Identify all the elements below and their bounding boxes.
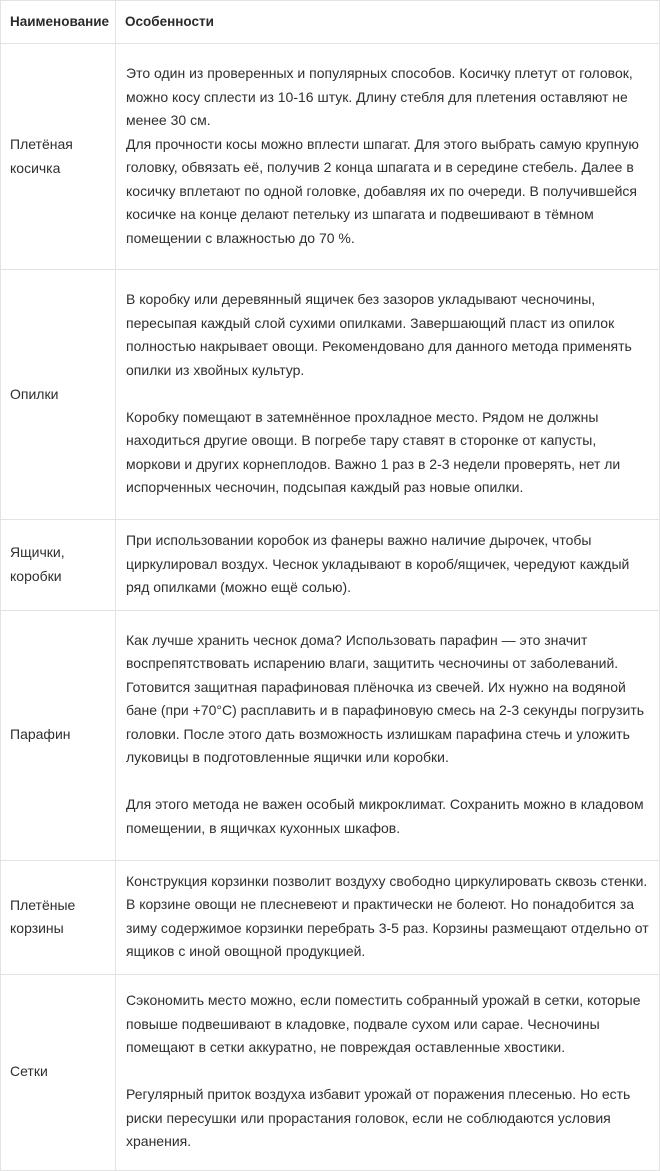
description-paragraph: В коробку или деревянный ящичек без зазоров укладывают чесночины, пересыпая каждый слой сухими опилками. Завершающий пласт из опилок полностью накрывает овощи. Рекомендовано для данного метода применять опилки из хвойных культур. xyxy=(126,291,632,378)
description-paragraph: Для прочности косы можно вплести шпагат. Для этого выбрать самую крупную головку, обвязать её, получив 2 конца шпагата и в середине стебель. Далее в косичку вплетают по одной головке, добавляя их по очереди. В получившейся косичке на конце делают петельку из шпагата и подвешивают в тёмном помещении с влажностью до 70 %. xyxy=(126,135,639,246)
description-paragraph: При использовании коробок из фанеры важно наличие дырочек, чтобы циркулировал воздух. Чеснок укладывают в короб/ящичек, чередуют каждый ряд опилками (можно ещё солью). xyxy=(126,532,630,595)
method-description xyxy=(116,44,660,270)
description-paragraph: Как лучше хранить чеснок дома? Использовать парафин — это значит воспрепятствовать испарению влаги, защитить чесночины от заболеваний. Готовится защитная парафиновая плёночка из свечей. Их нужно на водяной бане (при +70°C) расплавить и в парафиновую смесь на 2-3 секунды погрузить головки. После этого дать возможность излишкам парафина стечь и уложить луковицы в подготовленные ящички или коробки. xyxy=(126,631,645,766)
table-row xyxy=(1,610,660,860)
method-name: Плетёная косичка xyxy=(1,44,116,270)
description-paragraph: Коробку помещают в затемнённое прохладное место. Рядом не должны находиться другие овощи. В погребе тару ставят в сторонке от капусты, моркови и других корнеплодов. Важно 1 раз в 2-3 недели проверять, нет ли испорченных чесночин, подсыпая каждый раз новые опилки. xyxy=(126,408,621,496)
method-description xyxy=(116,974,660,1170)
table-row xyxy=(1,44,660,270)
method-description xyxy=(116,270,660,520)
method-name: Сетки xyxy=(1,974,116,1170)
table-row xyxy=(1,270,660,520)
table-row xyxy=(1,974,660,1170)
method-description xyxy=(116,610,660,860)
method-description xyxy=(116,860,660,974)
table-row xyxy=(1,860,660,974)
method-name: Опилки xyxy=(1,270,116,520)
description-paragraph: Конструкция корзинки позволит воздуху свободно циркулировать сквозь стенки. В корзине овощи не плесневеют и практически не болеют. Но понадобится за зиму содержимое корзинки перебрать 3-5 раз. Корзины размещают отдельно от ящиков с иной овощной продукцией. xyxy=(126,872,649,959)
description-paragraph: Сэкономить место можно, если поместить собранный урожай в сетки, которые повыше подвешивают в кладовке, подвале сухом или сарае. Чесночины помещают в сетки аккуратно, не повреждая оставленные хвостики. xyxy=(126,992,641,1056)
column-header-name: Наименование xyxy=(1,1,116,44)
description-paragraph: Регулярный приток воздуха избавит урожай от поражения плесенью. Но есть риски пересушки или прорастания головок, если не соблюдаются условия хранения. xyxy=(126,1086,631,1150)
description-paragraph: Это один из проверенных и популярных способов. Косичку плетут от головок, можно косу сплести из 10-16 штук. Длину стебля для плетения оставляют не менее 30 см. xyxy=(126,65,633,128)
method-name: Парафин xyxy=(1,610,116,860)
method-name: Ящички, коробки xyxy=(1,520,116,611)
method-description xyxy=(116,520,660,611)
method-name: Плетёные корзины xyxy=(1,860,116,974)
description-paragraph: Для этого метода не важен особый микроклимат. Сохранить можно в кладовом помещении, в ящичках кухонных шкафов. xyxy=(126,796,644,836)
column-header-features: Особенности xyxy=(116,1,660,44)
table-header-row xyxy=(1,1,660,44)
table-row xyxy=(1,520,660,611)
